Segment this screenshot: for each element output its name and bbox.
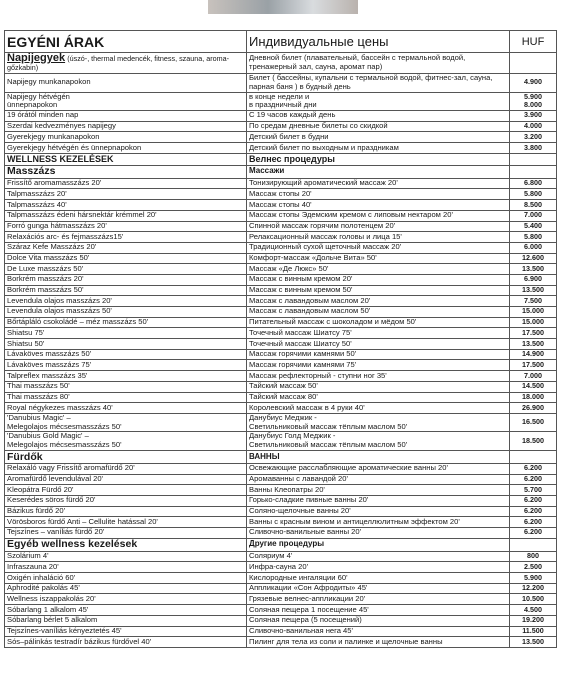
row-label-russian: Точечный массаж Шиатсу 50': [247, 339, 510, 350]
table-row: [5, 165, 557, 178]
row-price: 5.900: [510, 573, 557, 584]
row-label-hungarian: Szerdai kedvezményes napijegy: [5, 121, 247, 132]
table-row: [5, 381, 557, 392]
row-label-hungarian: Keserédes söros fürdő 20': [5, 495, 247, 506]
row-price: 26.900: [510, 403, 557, 414]
row-price: 17.500: [510, 360, 557, 371]
row-price: 5.800: [510, 189, 557, 200]
row-price: 13.500: [510, 264, 557, 275]
row-price: 4.500: [510, 605, 557, 616]
table-row: [5, 242, 557, 253]
row-label-hungarian: Thai masszázs 50': [5, 381, 247, 392]
row-price: 3.200: [510, 132, 557, 143]
row-price: 800: [510, 551, 557, 562]
row-label-hungarian: De Luxe masszázs 50': [5, 264, 247, 275]
row-price: 10.500: [510, 594, 557, 605]
row-label-russian: Традиционный сухой щеточный массаж 20': [247, 242, 510, 253]
row-label-hungarian: Napijegy munkanapokon: [5, 74, 247, 93]
row-label-hungarian: Sóbarlang 1 alkalom 45': [5, 605, 247, 616]
table-row: [5, 143, 557, 154]
row-label-russian: Велнес процедуры: [247, 153, 510, 165]
table-row: [5, 253, 557, 264]
row-label-russian: Кислородные ингаляции 60': [247, 573, 510, 584]
table-row: [5, 371, 557, 382]
table-row: [5, 274, 557, 285]
row-label-russian: Массаж горячими камнями 50': [247, 349, 510, 360]
row-price: 17.500: [510, 328, 557, 339]
row-price: 8.500: [510, 200, 557, 211]
row-label-russian: Данубиус Голд Меджик - Светильниковый массаж тёплым маслом 50': [247, 432, 510, 451]
row-label-russian: Солянo-щелочные ванны 20': [247, 506, 510, 517]
row-price: [510, 53, 557, 74]
row-price: 5.800: [510, 232, 557, 243]
row-label-hungarian: Gyerekjegy munkanapokon: [5, 132, 247, 143]
row-label-russian: По средам дневные билеты со скидкой: [247, 121, 510, 132]
table-row: [5, 413, 557, 432]
row-label-russian: Пилинг для тела из соли и палинке и щелочные ванны: [247, 637, 510, 648]
row-label-russian: Детский билет по выходным и праздникам: [247, 143, 510, 154]
row-price: 6.200: [510, 528, 557, 539]
table-row: [5, 594, 557, 605]
row-price: 15.000: [510, 307, 557, 318]
row-label-hungarian: Thai masszázs 80': [5, 392, 247, 403]
table-row: [5, 562, 557, 573]
row-price: [510, 538, 557, 551]
row-label-russian: Массажи: [247, 165, 510, 178]
row-label-russian: Ванны с красным вином и антицеллюлитным эффектом 20': [247, 517, 510, 528]
row-label-russian: Горько-сладкие пивные ванны 20': [247, 495, 510, 506]
row-label-hungarian: Fürdők: [5, 450, 247, 463]
section-title: Napijegyek: [7, 52, 66, 64]
row-label-russian: Сливочно-ванильные ванны 20': [247, 528, 510, 539]
row-label-hungarian: Lávaköves masszázs 50': [5, 349, 247, 360]
row-price: 14.900: [510, 349, 557, 360]
table-row: [5, 285, 557, 296]
row-label-russian: Грязевые велнес-аппликации 20': [247, 594, 510, 605]
table-row: [5, 189, 557, 200]
row-price: 13.500: [510, 339, 557, 350]
row-price: 7.000: [510, 210, 557, 221]
row-label-russian: Массаж стопы 40': [247, 200, 510, 211]
row-price: 6.200: [510, 474, 557, 485]
table-row: [5, 111, 557, 122]
table-row: [5, 538, 557, 551]
row-price: 19.200: [510, 615, 557, 626]
row-label-russian: ВАННЫ: [247, 450, 510, 463]
row-label-russian: Массаж с лавандовым маслом 50': [247, 307, 510, 318]
table-row: [5, 506, 557, 517]
row-label-hungarian: Egyéb wellness kezelések: [5, 538, 247, 551]
row-label-russian: Массаж с винным кремом 50': [247, 285, 510, 296]
row-label-hungarian: Oxigén inhaláció 60': [5, 573, 247, 584]
row-price: 13.500: [510, 637, 557, 648]
table-row: [5, 605, 557, 616]
row-label-hungarian: Sós–pálinkás testradír bázikus fürdővel 40': [5, 637, 247, 648]
row-label-russian: Соляная пещера (5 посещений): [247, 615, 510, 626]
row-label-hungarian: Infraszauna 20': [5, 562, 247, 573]
row-label-russian: Массаж стопы Эдемским кремом с липовым нектаром 20': [247, 210, 510, 221]
row-label-hungarian: Dolce Vita masszázs 50': [5, 253, 247, 264]
row-label-hungarian: Aromafürdő levendulával 20': [5, 474, 247, 485]
row-label-russian: Релаксационный массаж головы и лица 15': [247, 232, 510, 243]
row-price: 6.200: [510, 517, 557, 528]
row-label-hungarian: Szolárium 4': [5, 551, 247, 562]
table-row: [5, 349, 557, 360]
row-label-russian: Массаж с винным кремом 20': [247, 274, 510, 285]
row-label-russian: Массаж стопы 20': [247, 189, 510, 200]
row-price: 13.500: [510, 285, 557, 296]
row-label-russian: Аппликации «Сон Афродиты» 45': [247, 583, 510, 594]
row-label-russian: Данубиус Меджик - Светильниковый массаж тёплым маслом 50': [247, 413, 510, 432]
table-row: [5, 200, 557, 211]
row-price: 3.800: [510, 143, 557, 154]
row-label-russian: Дневной билет (плавательный, бассейн с термальной водой, тренажерный зал, сауна, аромат пар): [247, 53, 510, 74]
price-table: [4, 30, 557, 648]
row-label-hungarian: Relaxációs arc- és fejmasszázs15': [5, 232, 247, 243]
row-label-russian: Инфра-сауна 20': [247, 562, 510, 573]
row-label-russian: Питательный массаж с шоколадом и мёдом 50': [247, 317, 510, 328]
header-hungarian: EGYÉNI ÁRAK: [5, 31, 247, 53]
table-row: [5, 307, 557, 318]
row-label-hungarian: Bázikus fürdő 20': [5, 506, 247, 517]
row-label-hungarian: Lávaköves masszázs 75': [5, 360, 247, 371]
row-label-hungarian: Masszázs: [5, 165, 247, 178]
table-row: [5, 132, 557, 143]
table-row: [5, 264, 557, 275]
table-row: [5, 495, 557, 506]
decorative-photo-strip: [208, 0, 358, 14]
row-label-hungarian: 'Danubius Gold Magic' – Melegolajos mécsesmasszázs 50': [5, 432, 247, 451]
row-price: [510, 165, 557, 178]
row-label-hungarian: Száraz Kefe Masszázs 20': [5, 242, 247, 253]
row-price: 14.500: [510, 381, 557, 392]
row-label-hungarian: Frissítő aromamasszázs 20': [5, 178, 247, 189]
row-price: 6.200: [510, 506, 557, 517]
table-row: [5, 74, 557, 93]
row-label-hungarian: Levendula olajos masszázs 20': [5, 296, 247, 307]
row-price: [510, 450, 557, 463]
row-label-hungarian: Vörösboros fürdő Anti – Cellulite hatással 20': [5, 517, 247, 528]
row-price: 6.200: [510, 463, 557, 474]
row-label-hungarian: Borkrém masszázs 50': [5, 285, 247, 296]
row-label-hungarian: Tejszínes-vaníliás kényeztetés 45': [5, 626, 247, 637]
table-row: [5, 328, 557, 339]
row-price: [510, 153, 557, 165]
table-row: [5, 551, 557, 562]
row-label-russian: Точечный массаж Шиатсу 75': [247, 328, 510, 339]
table-row: [5, 626, 557, 637]
table-row: [5, 92, 557, 111]
row-label-russian: Королевский массаж в 4 руки 40': [247, 403, 510, 414]
row-price: 7.000: [510, 371, 557, 382]
row-label-russian: Аромаванны с лавандой 20': [247, 474, 510, 485]
row-label-russian: Соляриум 4': [247, 551, 510, 562]
row-price: 6.000: [510, 242, 557, 253]
table-row: [5, 583, 557, 594]
row-price: 12.600: [510, 253, 557, 264]
table-row: [5, 615, 557, 626]
row-label-russian: Массаж горячими камнями 75': [247, 360, 510, 371]
row-price: 11.500: [510, 626, 557, 637]
row-price: 5.700: [510, 485, 557, 496]
row-label-russian: Массаж с лавандовым маслом 20': [247, 296, 510, 307]
row-label-hungarian: Royal négykezes masszázs 40': [5, 403, 247, 414]
row-price: 15.000: [510, 317, 557, 328]
row-label-hungarian: Gyerekjegy hétvégén és ünnepnapokon: [5, 143, 247, 154]
row-price: 7.500: [510, 296, 557, 307]
row-price: 3.900: [510, 111, 557, 122]
row-label-hungarian: Talpmasszázs édeni hársnektár krémmel 20': [5, 210, 247, 221]
row-label-hungarian: Sóbarlang bérlet 5 alkalom: [5, 615, 247, 626]
table-row: [5, 360, 557, 371]
row-label-hungarian: Shiatsu 50': [5, 339, 247, 350]
row-label-hungarian: Tejszínes – vaníliás fürdő 20': [5, 528, 247, 539]
row-label-hungarian: Aphrodité pakolás 45': [5, 583, 247, 594]
table-row: [5, 392, 557, 403]
table-row: [5, 296, 557, 307]
row-label-hungarian: Levendula olajos masszázs 50': [5, 307, 247, 318]
row-label-hungarian: Talpmasszázs 40': [5, 200, 247, 211]
row-label-russian: Тайский массаж 80': [247, 392, 510, 403]
row-label-hungarian: 19 órától minden nap: [5, 111, 247, 122]
row-label-russian: Ванны Клеопатры 20': [247, 485, 510, 496]
table-row: [5, 463, 557, 474]
header-currency: HUF: [510, 31, 557, 53]
row-label-russian: Комфорт-массаж «Дольче Вита» 50': [247, 253, 510, 264]
row-label-hungarian: Kleopátra Fürdő 20': [5, 485, 247, 496]
row-label-hungarian: Wellness iszappakolás 20': [5, 594, 247, 605]
row-label-russian: Освежающие расслабляющие ароматические ванны 20': [247, 463, 510, 474]
row-label-hungarian: Relaxáló vagy Frissítő aromafürdő 20': [5, 463, 247, 474]
row-label-hungarian: Napijegy hétvégén ünnepnapokon: [5, 92, 247, 111]
row-price: 6.800: [510, 178, 557, 189]
row-label-hungarian: Borkrém masszázs 20': [5, 274, 247, 285]
table-row: [5, 53, 557, 74]
row-label-hungarian: 'Danubius Magic' – Melegolajos mécsesmasszázs 50': [5, 413, 247, 432]
table-row: [5, 317, 557, 328]
row-label-hungarian: WELLNESS KEZELÉSEK: [5, 153, 247, 165]
row-price: 6.200: [510, 495, 557, 506]
row-label-russian: С 19 часов каждый день: [247, 111, 510, 122]
row-label-russian: Тонизирующий ароматический массаж 20': [247, 178, 510, 189]
row-label-russian: Тайский массаж 50': [247, 381, 510, 392]
row-label-hungarian: [5, 53, 247, 74]
row-price: 18.000: [510, 392, 557, 403]
row-label-russian: Билет ( бассейны, купальни с термальной водой, фитнес-зал, сауна, парная баня ) в будный день: [247, 74, 510, 93]
table-row: [5, 474, 557, 485]
table-row: [5, 573, 557, 584]
row-label-hungarian: Forró gunga hátmasszázs 20': [5, 221, 247, 232]
row-price: 12.200: [510, 583, 557, 594]
table-row: [5, 339, 557, 350]
row-label-hungarian: Bőrtápláló csokoládé – méz masszázs 50': [5, 317, 247, 328]
table-row: [5, 153, 557, 165]
row-label-russian: Другие процедуры: [247, 538, 510, 551]
row-label-hungarian: Talpreflex masszázs 35': [5, 371, 247, 382]
table-row: [5, 528, 557, 539]
row-price: 18.500: [510, 432, 557, 451]
row-label-russian: в конце недели и в праздничный дни: [247, 92, 510, 111]
row-label-russian: Массаж рефлекторный - ступни ног 35': [247, 371, 510, 382]
row-label-russian: Массаж «Де Люкс» 50': [247, 264, 510, 275]
row-label-hungarian: Talpmasszázs 20': [5, 189, 247, 200]
row-label-hungarian: Shiatsu 75': [5, 328, 247, 339]
table-row: [5, 178, 557, 189]
row-label-russian: Соляная пещера 1 посещение 45': [247, 605, 510, 616]
row-price: 4.000: [510, 121, 557, 132]
table-row: [5, 403, 557, 414]
row-price: 5.400: [510, 221, 557, 232]
row-price: 2.500: [510, 562, 557, 573]
row-label-russian: Детский билет в будни: [247, 132, 510, 143]
price-table-header: [5, 31, 557, 53]
table-row: [5, 517, 557, 528]
table-row: [5, 432, 557, 451]
row-label-russian: Спинной массаж горячим полотенцем 20': [247, 221, 510, 232]
table-row: [5, 485, 557, 496]
row-price: 16.500: [510, 413, 557, 432]
table-row: [5, 210, 557, 221]
row-price: 4.900: [510, 74, 557, 93]
row-price: 5.900 8.000: [510, 92, 557, 111]
row-label-russian: Сливочно-ванильная нега 45': [247, 626, 510, 637]
header-russian: Индивидуальные цены: [247, 31, 510, 53]
section-note: (úszó-, thermal medencék, fitness, szauna, aroma-gőzkabin): [7, 53, 230, 72]
table-row: [5, 450, 557, 463]
row-price: 6.900: [510, 274, 557, 285]
table-row: [5, 121, 557, 132]
table-row: [5, 221, 557, 232]
table-row: [5, 637, 557, 648]
table-row: [5, 232, 557, 243]
